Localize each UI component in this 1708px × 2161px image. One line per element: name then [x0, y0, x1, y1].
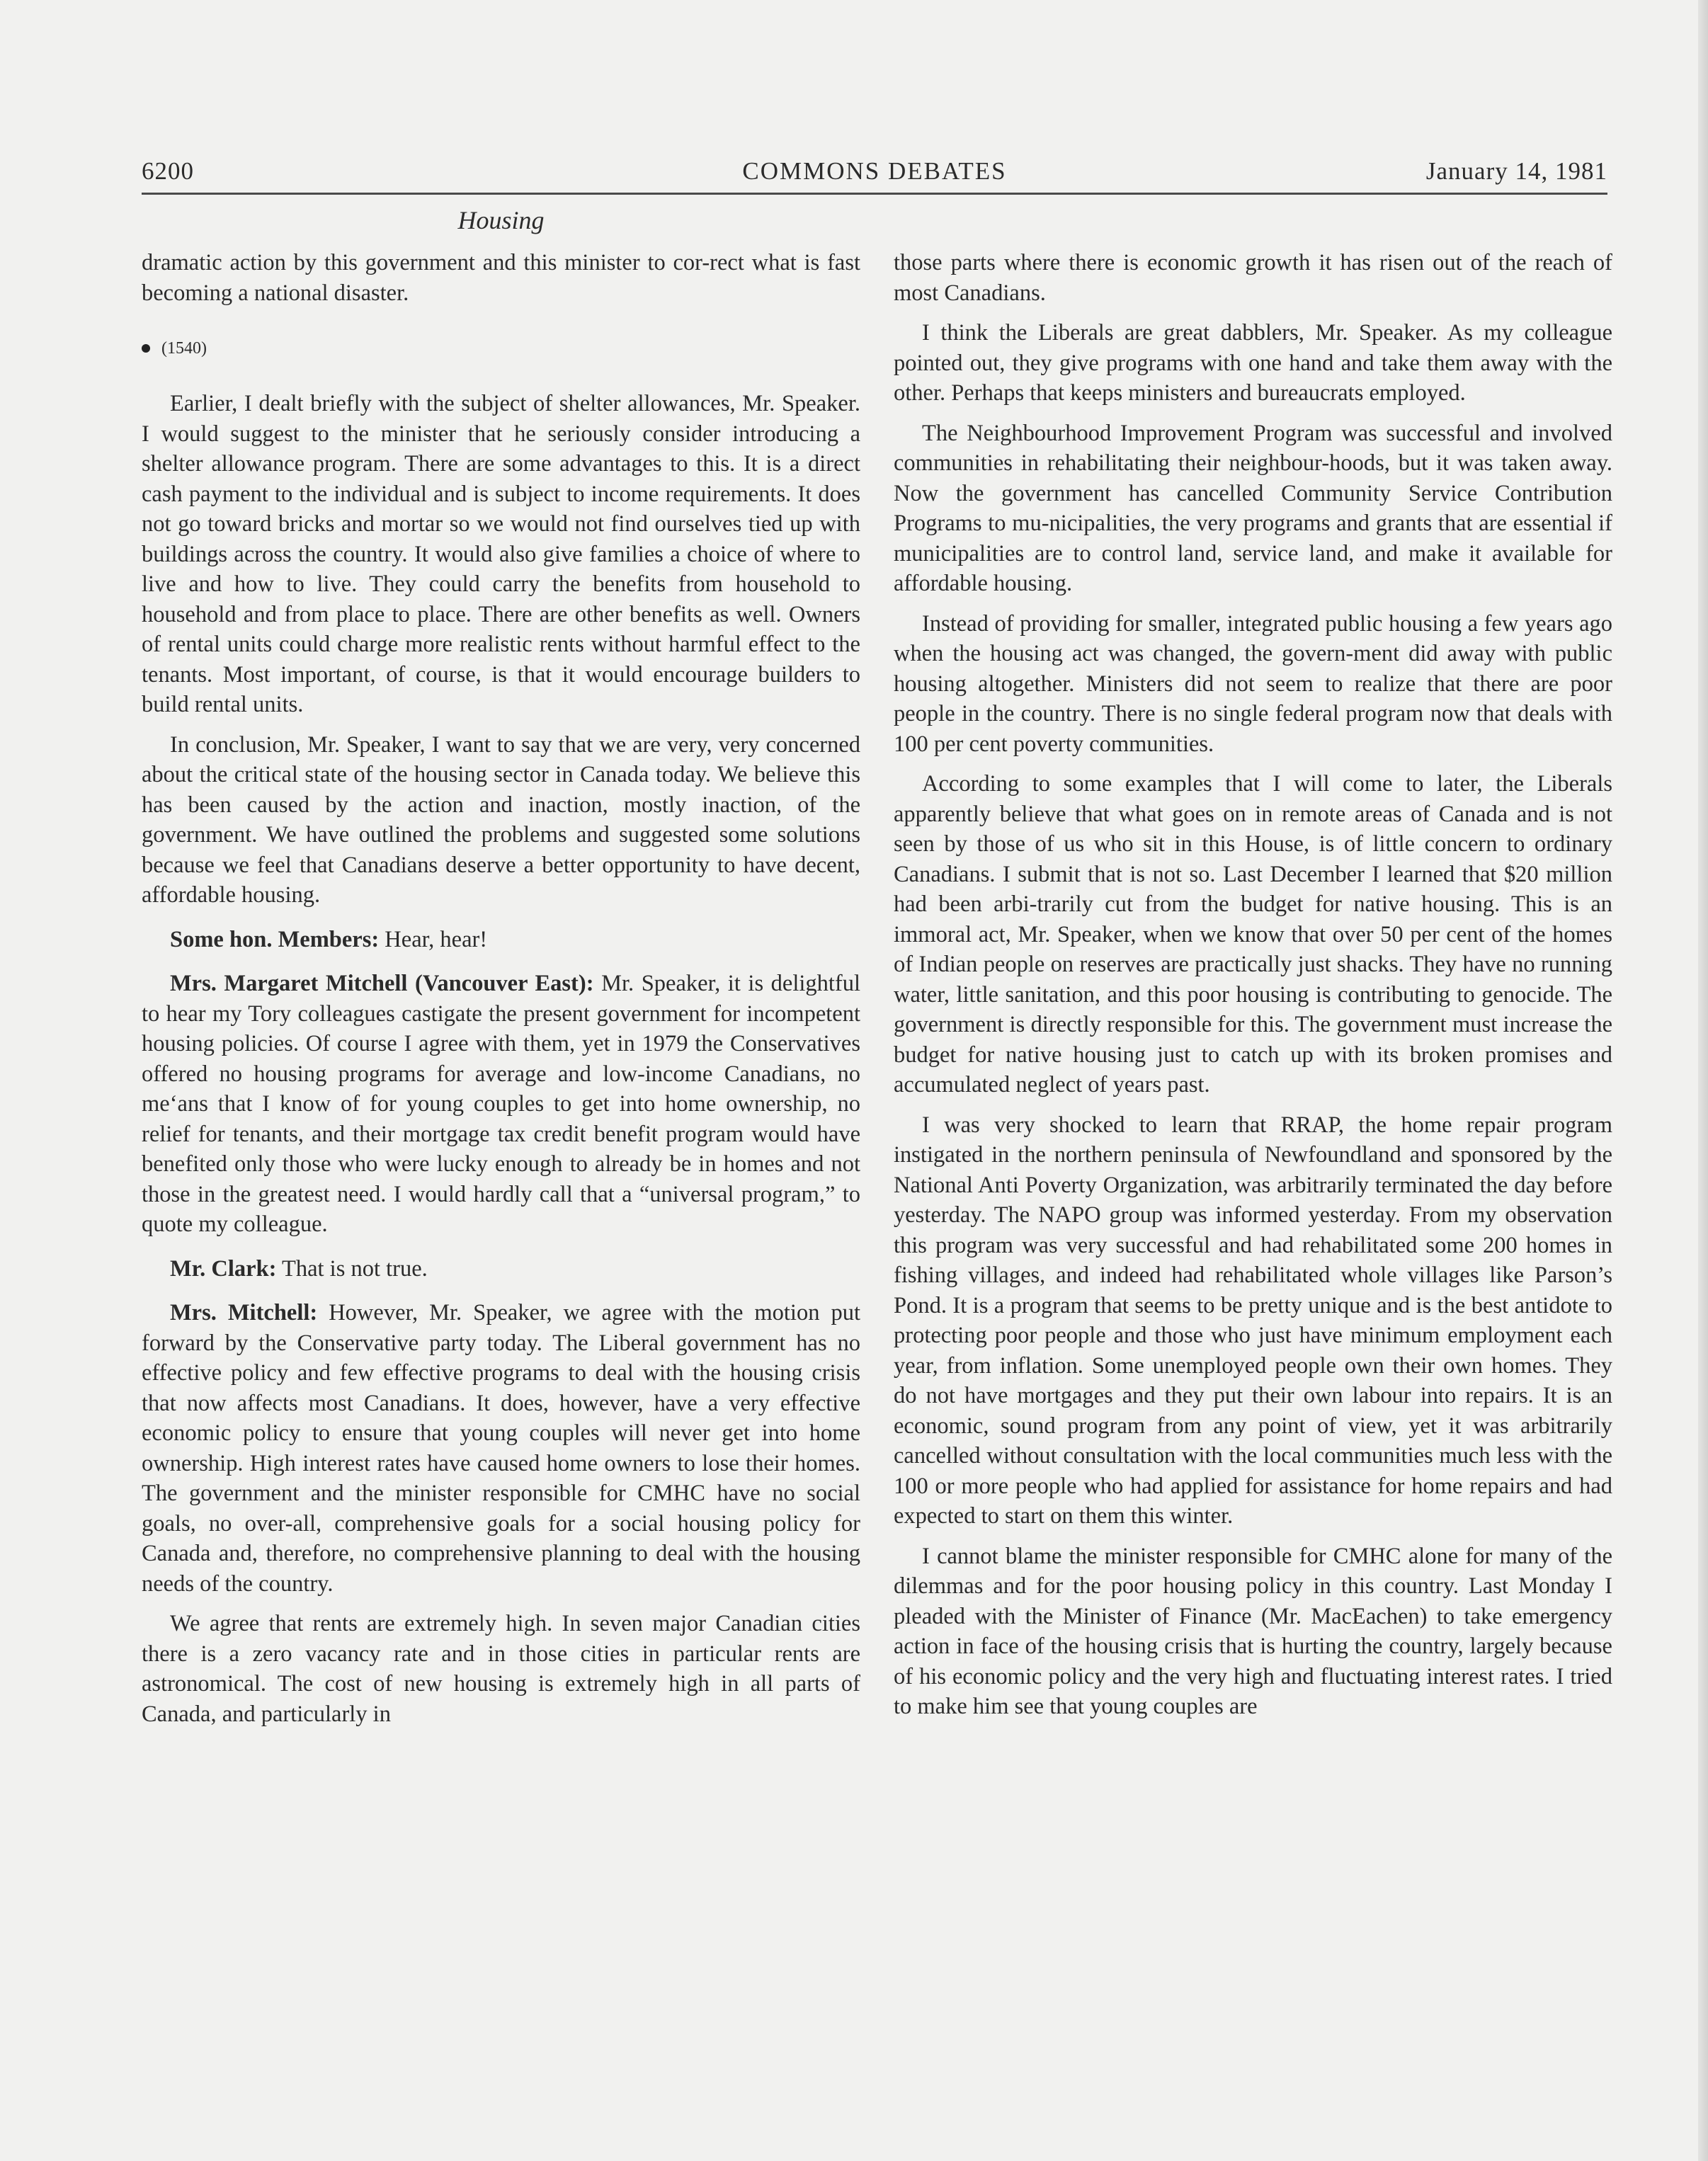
speaker-name: Mr. Clark:: [170, 1255, 277, 1282]
speaker-name: Some hon. Members:: [170, 926, 380, 952]
speaker-name: Mrs. Mitchell:: [170, 1300, 318, 1325]
time-marker: [142, 338, 860, 359]
paragraph: The Neighbourhood Improvement Program was successful and involved communities in rehabilitating their neighbour-hoods, but it was taken away. Now the government has cancelled Community Service Contribution Programs to mu-nicipalities, the very programs and grants that are essential if municipalities are to control land, service land, and make it available for affordable housing.: [894, 420, 1612, 596]
paragraph: I think the Liberals are great dabblers, Mr. Speaker. As my colleague pointed out, they give programs with one hand and take them away with the other. Perhaps that keeps ministers and bureaucrats employed.: [894, 320, 1612, 406]
paragraph: We agree that rents are extremely high. In seven major Canadian cities there is a zero vacancy rate and in those cities in particular rents are astronomical. The cost of new housing is extremely high in all parts of Canada, and particularly in: [142, 1611, 860, 1727]
publication-title: COMMONS DEBATES: [742, 157, 1007, 185]
page-header: [142, 157, 1607, 195]
paragraph: In conclusion, Mr. Speaker, I want to say that we are very, very concerned about the critical state of the housing sector in Canada today. We believe this has been caused by the action and inaction, mostly inaction, of the government. We have outlined the problems and suggested some solutions because we feel that Canadians deserve a better opportunity to have decent, affordable housing.: [142, 731, 860, 908]
speech-entry: [142, 1298, 860, 1599]
paragraph: According to some examples that I will come to later, the Liberals apparently believe that what goes on in remote areas of Canada and is not seen by those of us who sit in this House, is of little concern to ordinary Canadians. I submit that is not so. Last December I learned that $20 million had been arbi-trarily cut from the budget for native housing. This is an immoral act, Mr. Speaker, when we know that over 50 per cent of the homes of Indian people on reserves are practically just shacks. They have no running water, little sanitation, and this poor housing is contributing to genocide. The government is directly responsible for this. The government must increase the budget for native housing just to catch up with its broken promises and accumulated neglect of years past.: [894, 771, 1612, 1097]
page-edge-shadow: [1698, 0, 1708, 2161]
speech-text: Hear, hear!: [385, 926, 488, 952]
time-stamp: (1540): [161, 339, 207, 358]
speech-text: However, Mr. Speaker, we agree with the motion put forward by the Conservative party today. The Liberal government has no effective policy and few effective programs to deal with the housing crisis that now affects most Canadians. It does, however, have a very effective economic policy to ensure that young couples will never get into home ownership. High interest rates have caused home owners to lose their homes. The government and the minister responsible for CMHC have no social goals, no over-all, comprehensive goals for a social housing policy for Canada and, therefore, no comprehensive planning to deal with the housing needs of the country.: [142, 1300, 860, 1597]
speech-text: Mr. Speaker, it is delightful to hear my Tory colleagues castigate the present government for incompetent housing policies. Of course I agree with them, yet in 1979 the Conservatives offered no housing programs for average and low-income Canadians, no meʻans that I know of for young couples to get into home ownership, no relief for tenants, and their mortgage tax credit benefit program would have benefited only those who were lucky enough to already be in homes and not those in the greatest need. I would hardly call that a “universal program,” to quote my colleague.: [142, 971, 861, 1237]
speech-entry: [142, 969, 860, 1240]
paragraph: dramatic action by this government and this minister to cor-rect what is fast becoming a national disaster.: [142, 250, 860, 306]
paragraph: I was very shocked to learn that RRAP, the home repair program instigated in the northern peninsula of Newfoundland and sponsored by the National Anti Poverty Organization, was arbitrarily terminated the day before yesterday. The NAPO group was informed yesterday. From my observation this program was very successful and had rehabilitated some 200 homes in fishing villages, and indeed had rehabilitated whole villages like Parson’s Pond. It is a program that seems to be pretty unique and is the best antidote to protecting poor people and those who just have minimum employment each year, from inflation. Some unemployed people own their own homes. They do not have mortgages and they put their own labour into repairs. It is an economic, sound program from any point of view, yet it was arbitrarily cancelled without consultation with the local communities much less with the 100 or more people who had applied for assistance for home repairs and had expected to start on them this winter.: [894, 1112, 1612, 1529]
left-column: [142, 248, 860, 1739]
paragraph: Earlier, I dealt briefly with the subject of shelter allowances, Mr. Speaker. I would suggest to the minister that he seriously consider introducing a shelter allowance program. There are some advantages to this. It is a direct cash payment to the individual and is subject to income requirements. It does not go toward bricks and mortar so we would not find ourselves tied up with buildings across the country. It would also give families a choice of where to live and how to live. They could carry the benefits from household to household and from place to place. There are other benefits as well. Owners of rental units could charge more realistic rents without harmful effect to the tenants. Most important, of course, is that it would encourage builders to build rental units.: [142, 391, 860, 717]
speaker-name: Mrs. Margaret Mitchell (Vancouver East):: [170, 971, 594, 996]
paragraph: I cannot blame the minister responsible for CMHC alone for many of the dilemmas and for the poor housing policy in this country. Last Monday I pleaded with the Minister of Finance (Mr. MacEachen) to take emergency action in face of the housing crisis that is hurting the country, largely because of his economic policy and the very high and fluctuating interest rates. I tried to make him see that young couples are: [894, 1543, 1612, 1719]
paragraph: Instead of providing for smaller, integrated public housing a few years ago when the housing act was changed, the govern-ment did away with public housing altogether. Ministers did not seem to realize that there are poor people in the country. There is no single federal program now that deals with 100 per cent poverty communities.: [894, 610, 1612, 757]
page-number: 6200: [142, 157, 194, 185]
paragraph: those parts where there is economic growth it has risen out of the reach of most Canadians.: [894, 250, 1612, 306]
speech-text: That is not true.: [282, 1255, 428, 1282]
section-title: Housing: [457, 206, 545, 234]
publication-date: January 14, 1981: [1425, 157, 1607, 185]
bullet-icon: [142, 344, 150, 353]
speech-entry: [142, 925, 860, 955]
right-column: [894, 248, 1612, 1732]
speech-entry: [142, 1254, 860, 1284]
